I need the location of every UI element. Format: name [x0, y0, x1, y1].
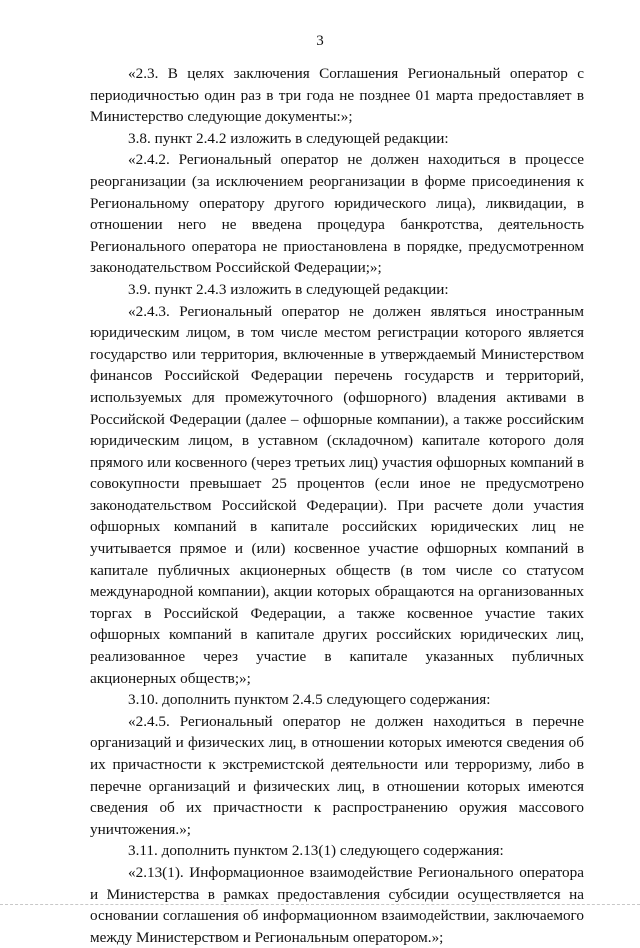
paragraph-3-10: 3.10. дополнить пунктом 2.4.5 следующего содержания: [128, 691, 491, 709]
paragraph-2-4-5: «2.4.5. Региональный оператор не должен находиться в перечне организаций и физических лиц, в отношении которых имеются сведения об их причастности к экстремистской деятельности или терроризму, либо в перечне организаций и физических лиц, в отношении которых имеются сведения об их причастности к распространению оружия массового уничтожения.»; [90, 712, 584, 838]
paragraph-3-8: 3.8. пункт 2.4.2 изложить в следующей редакции: [128, 129, 449, 147]
paragraph-2-13-1: «2.13(1). Информационное взаимодействие Регионального оператора и Министерства в рамках предоставления субсидии осуществляется на основании соглашения об информационном взаимодействии, заключаемого между Министерством и Региональным оператором.»; [90, 863, 584, 946]
paragraph-2-4-3: «2.4.3. Региональный оператор не должен являться иностранным юридическим лицом, в том числе местом регистрации которого является государство или территория, включенные в утверждаемый Министерством финансов Российской Федерации перечень государств и территорий, используемых для промежуточного (офшорного) владения активами в Российской Федерации (далее – офшорные компании), а также российским юридическим лицом, в уставном (складочном) капитале которого доля прямого или косвенного (через третьих лиц) участия офшорных компаний в совокупности превышает 25 процентов (если иное не предусмотрено законодательством Российской Федерации). При расчете доли участия офшорных компаний в капитале российских юридических лиц не учитывается прямое и (или) косвенное участие офшорных компаний в капитале публичных акционерных обществ (в том числе со статусом международной компании), акции которых обращаются на организованных торгах в Российской Федерации, а также косвенное участие таких офшорных компаний в капитале других российских юридических лиц, реализованное через участие в капитале указанных публичных акционерных обществ;»; [90, 302, 584, 687]
page-number: 3 [316, 33, 324, 49]
page-bottom-edge [0, 904, 640, 908]
paragraph-2-4-2: «2.4.2. Региональный оператор не должен находиться в процессе реорганизации (за исключением реорганизации в форме присоединения к Региональному оператору другого юридического лица), ликвидации, в отношении него не введена процедура банкротства, деятельность Регионального оператора не приостановлена в порядке, предусмотренном законодательством Российской Федерации;»; [90, 151, 584, 277]
paragraph-2-3: «2.3. В целях заключения Соглашения Региональный оператор с периодичностью один раз в три года не позднее 01 марта предоставляет в Министерство следующие документы:»; [90, 65, 584, 126]
paragraph-3-11: 3.11. дополнить пунктом 2.13(1) следующего содержания: [128, 842, 504, 860]
document-body [90, 63, 584, 948]
paragraph-3-9: 3.9. пункт 2.4.3 изложить в следующей редакции: [128, 280, 449, 298]
